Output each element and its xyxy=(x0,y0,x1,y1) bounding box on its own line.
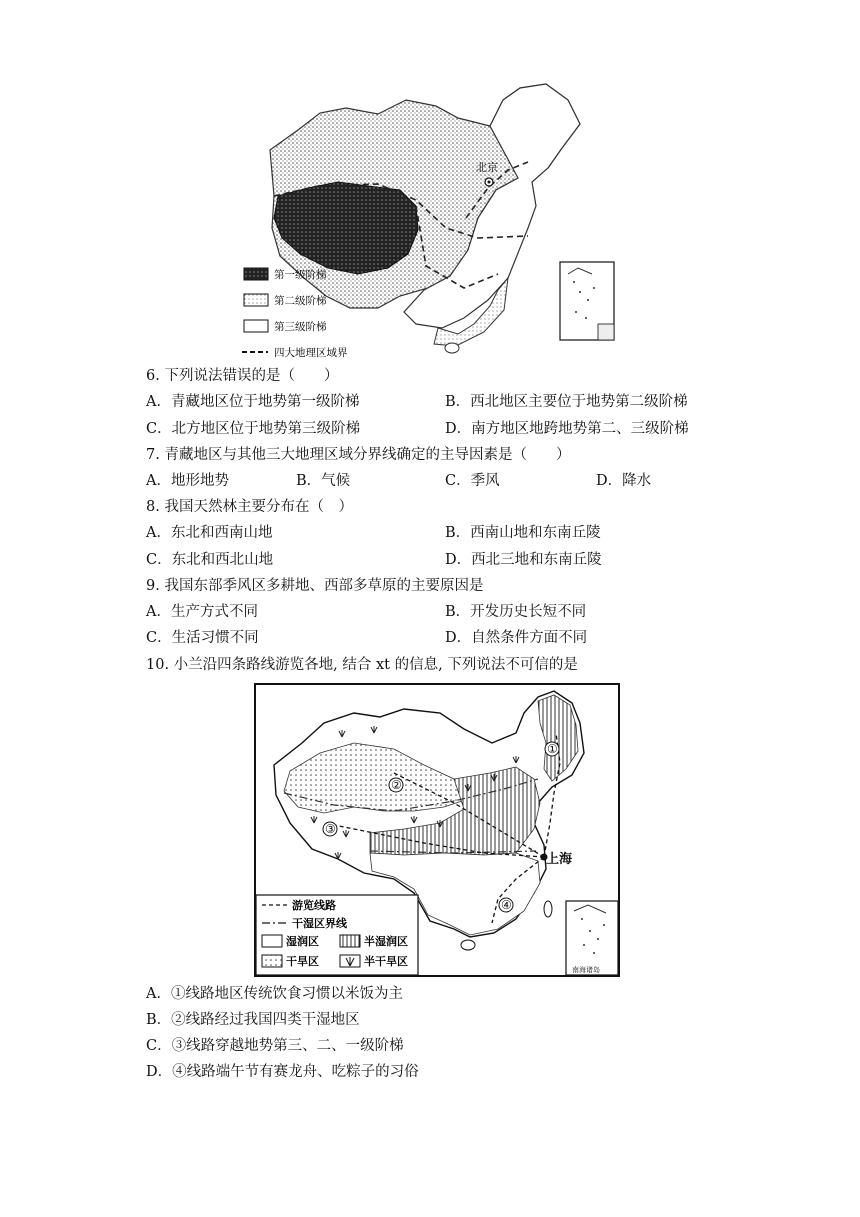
legend-boundary: 四大地理区域界 xyxy=(274,347,348,359)
legend-step-1: 第一级阶梯 xyxy=(274,269,327,281)
legend-humid: 湿润区 xyxy=(286,935,319,948)
q6-option-d[interactable]: D．南方地区地跨地势第二、三级阶梯 xyxy=(445,421,689,437)
shanghai-label: 上海 xyxy=(546,852,573,867)
q7-option-d[interactable]: D．降水 xyxy=(596,473,652,489)
q8-option-d[interactable]: D．西北三地和东南丘陵 xyxy=(445,552,602,568)
legend-route-line: 游览线路 xyxy=(292,899,336,912)
q10-option-d[interactable]: D．④线路端午节有赛龙舟、吃粽子的习俗 xyxy=(146,1064,419,1080)
question-8-stem: 8. 我国天然林主要分布在（ ） xyxy=(146,499,353,515)
q6-option-c[interactable]: C．北方地区位于地势第三级阶梯 xyxy=(146,421,361,437)
q6-option-a[interactable]: A．青藏地区位于地势第一级阶梯 xyxy=(146,394,360,410)
terrain-steps-map xyxy=(228,78,618,363)
q7-option-a[interactable]: A．地形地势 xyxy=(146,473,229,489)
question-9-stem: 9. 我国东部季风区多耕地、西部多草原的主要原因是 xyxy=(146,578,484,594)
q8-option-c[interactable]: C．东北和西北山地 xyxy=(146,552,274,568)
route-1-label: ① xyxy=(547,742,558,756)
q7-option-b[interactable]: B．气候 xyxy=(296,473,351,489)
question-7-stem: 7. 青藏地区与其他三大地理区域分界线确定的主导因素是（ ） xyxy=(146,447,571,463)
q9-option-b[interactable]: B．开发历史长短不同 xyxy=(445,604,587,620)
q8-option-a[interactable]: A．东北和西南山地 xyxy=(146,525,273,541)
q9-option-a[interactable]: A．生产方式不同 xyxy=(146,604,258,620)
q10-option-a[interactable]: A．①线路地区传统饮食习惯以米饭为主 xyxy=(146,986,403,1002)
q6-option-b[interactable]: B．西北地区主要位于地势第二级阶梯 xyxy=(445,394,688,410)
q9-option-d[interactable]: D．自然条件方面不同 xyxy=(445,630,588,646)
inset-label: 南海诸岛 xyxy=(572,966,600,974)
q8-option-b[interactable]: B．西南山地和东南丘陵 xyxy=(445,525,601,541)
legend-arid: 干旱区 xyxy=(286,955,319,968)
legend-step-2: 第二级阶梯 xyxy=(274,295,327,307)
legend-boundary-line: 干湿区界线 xyxy=(292,917,347,930)
q7-option-c[interactable]: C．季风 xyxy=(445,473,500,489)
q10-option-b[interactable]: B．②线路经过我国四类干湿地区 xyxy=(146,1012,360,1028)
legend-semi-humid: 半湿润区 xyxy=(364,935,408,948)
route-3-label: ③ xyxy=(325,822,336,836)
route-4-label: ④ xyxy=(501,898,512,912)
route-2-label: ② xyxy=(391,778,402,792)
beijing-label: 北京 xyxy=(476,161,498,174)
q10-option-c[interactable]: C．③线路穿越地势第三、二、一级阶梯 xyxy=(146,1038,404,1054)
question-10-stem: 10. 小兰沿四条路线游览各地, 结合 xt 的信息, 下列说法不可信的是 xyxy=(146,657,578,673)
routes-drywet-map xyxy=(254,683,620,977)
question-6-stem: 6. 下列说法错误的是（ ） xyxy=(146,368,339,384)
legend-semi-arid: 半干旱区 xyxy=(364,955,408,968)
map2-legend xyxy=(256,895,418,975)
q9-option-c[interactable]: C．生活习惯不同 xyxy=(146,630,259,646)
legend-step-3: 第三级阶梯 xyxy=(274,321,327,333)
